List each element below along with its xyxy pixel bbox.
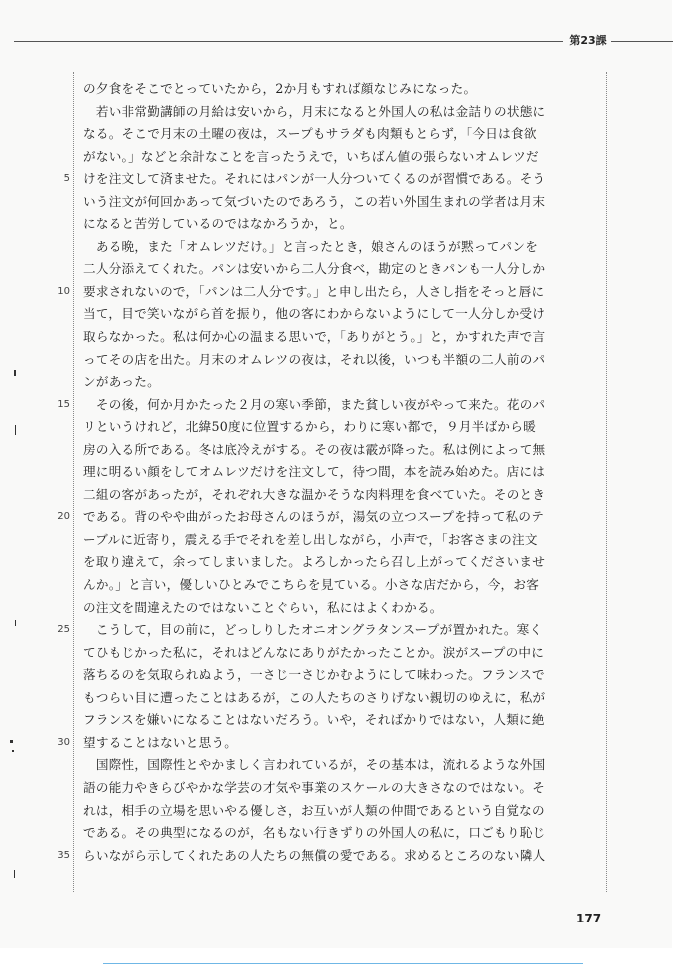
text-line: 当て，目で笑いながら首を振り，他の客にわからないようにして一人分しか受け: [83, 306, 546, 322]
text-line: こうして，目の前に，どっしりしたオニオングラタンスープが置かれた。寒く: [83, 622, 543, 638]
text-line: の夕食をそこでとっていたから，2か月もすれば顔なじみになった。: [83, 81, 477, 96]
line-number: [46, 822, 70, 845]
text-line: フランスを嫌いになることはないだろう。いや，そればかりではない，人類に絶: [83, 712, 545, 728]
viewer-divider-line: [103, 963, 583, 964]
line-number: [46, 416, 70, 439]
page-number: 177: [576, 912, 602, 922]
text-line: なる。そこで月末の土曜の夜は，スープもサラダも肉類もとらず，「今日は食欲: [83, 126, 537, 142]
text-line: いう注文が何回かあって気づいたのであろう，この若い外国生まれの学者は月末: [83, 193, 546, 209]
line-number: [46, 709, 70, 732]
scan-mark: [12, 750, 14, 752]
line-number: [46, 800, 70, 823]
lesson-label: 第23課: [569, 34, 607, 47]
line-number: [46, 326, 70, 349]
line-number: [46, 303, 70, 326]
line-number: [46, 754, 70, 777]
text-line: である。その典型になるのが，名もない行きずりの外国人の私に，口ごもり恥じ: [83, 825, 546, 841]
header-rule-end: [611, 41, 673, 42]
text-line: になると苦労しているのではなかろうか，と。: [83, 216, 353, 232]
line-number: 10: [57, 285, 70, 297]
text-line: がない。」などと余計なことを言ったうえで，いちばん値の張らないオムレツだ: [83, 148, 539, 164]
line-number: [46, 191, 70, 214]
scan-mark: [15, 620, 16, 626]
text-line: その後，何か月かたった２月の寒い季節，また貧しい夜がやって来た。花のパ: [83, 396, 546, 412]
line-number: [46, 123, 70, 146]
text-line: 二人分添えてくれた。パンは安いから二人分食べ，勘定のときパンも一人分しか: [83, 261, 546, 277]
text-line: 望することはないと思う。: [83, 734, 238, 750]
text-line: 語の能力やきらびやかな学芸の才気や事業のスケールの大きさなのではない。そ: [83, 779, 546, 795]
line-number: [46, 687, 70, 710]
text-line: の注文を間違えたのではないことぐらい，私にはよくわかる。: [83, 599, 443, 615]
line-number: [46, 461, 70, 484]
text-line: 要求されないので，「パンは二人分です。」と申し出たら，人さし指をそっと唇に: [83, 283, 545, 299]
line-number: [46, 349, 70, 372]
line-number: 15: [57, 398, 70, 410]
header-rule: [14, 41, 563, 42]
line-number: [46, 439, 70, 462]
text-line: ってその店を出た。月末のオムレツの夜は，それ以後，いつも半額の二人前のパ: [83, 351, 546, 367]
line-number: 20: [57, 511, 70, 523]
text-line: てひもじかった私に，それはどんなにありがたかったことか。涙がスープの中に: [83, 644, 545, 660]
line-number: [46, 574, 70, 597]
line-number: [46, 777, 70, 800]
text-line: リというけれど，北緯50度に位置するから，わりに寒い都で，９月半ばから暖: [83, 419, 536, 435]
text-line: 落ちるのを気取られぬよう，一さじ一さじかむようにして味わった。フランスで: [83, 667, 545, 683]
line-number: [46, 258, 70, 281]
line-number: [46, 664, 70, 687]
scan-mark: [14, 870, 15, 878]
scan-mark: [10, 740, 13, 743]
text-line: ンがあった。: [83, 374, 160, 390]
text-line: 房の入る所である。冬は底冷えがする。その夜は霰が降った。私は例によって無: [83, 441, 546, 457]
text-line: 若い非常勤講師の月給は安いから，月末になると外国人の私は金詰りの状態に: [83, 103, 546, 119]
text-line: ーブルに近寄り，震える手でそれを差し出しながら，小声で，「お客さまの注文: [83, 531, 538, 547]
body-text: [83, 78, 605, 867]
text-line: を取り違えて，余ってしまいました。よろしかったら召し上がってくださいませ: [83, 554, 546, 570]
text-line: である。背のやや曲がったお母さんのほうが，湯気の立つスープを持って私のテ: [83, 509, 545, 525]
line-number: 5: [63, 173, 70, 185]
text-line: れは，相手の立場を思いやる優しさ，お互いが人類の仲間であるという自覚なの: [83, 802, 545, 818]
text-line: らいながら示してくれたあの人たちの無償の愛である。求めるところのない隣人: [83, 847, 546, 863]
line-number-column: [46, 78, 70, 867]
text-frame-left-border: [73, 72, 74, 892]
text-line: 取らなかった。私は何か心の温まる思いで，「ありがとう。」と，かすれた声で言: [83, 329, 546, 345]
scan-mark: [14, 370, 16, 376]
scan-mark: [15, 425, 16, 435]
line-number: [46, 371, 70, 394]
line-number: [46, 484, 70, 507]
line-number: [46, 551, 70, 574]
line-number: 35: [57, 849, 70, 861]
line-number: [46, 213, 70, 236]
line-number: [46, 146, 70, 169]
text-line: 二組の客があったが，それぞれ大きな温かそうな肉料理を食べていた。そのとき: [83, 486, 546, 502]
line-number: [46, 236, 70, 259]
text-line: んか。」と言い，優しいひとみでこちらを見ている。小さな店だから，今，お客: [83, 577, 540, 593]
text-frame-right-border: [606, 72, 607, 892]
text-line: 国際性，国際性とやかましく言われているが，その基本は，流れるような外国: [83, 757, 546, 773]
line-number: [46, 529, 70, 552]
text-line: 理に明るい顔をしてオムレツだけを注文して，待つ間，本を読み始めた。店には: [83, 464, 546, 480]
line-number: [46, 78, 70, 101]
line-number: [46, 101, 70, 124]
text-line: ある晩，また「オムレツだけ。」と言ったとき，娘さんのほうが黙ってパンを: [83, 238, 539, 254]
line-number: [46, 642, 70, 665]
line-number: [46, 597, 70, 620]
text-line: もつらい目に遭ったことはあるが，この人たちのさりげない親切のゆえに，私が: [83, 689, 546, 705]
text-line: けを注文して済ませた。それにはパンが一人分ついてくるのが習慣である。そう: [83, 171, 546, 187]
line-number: 25: [57, 624, 70, 636]
line-number: 30: [57, 736, 70, 748]
